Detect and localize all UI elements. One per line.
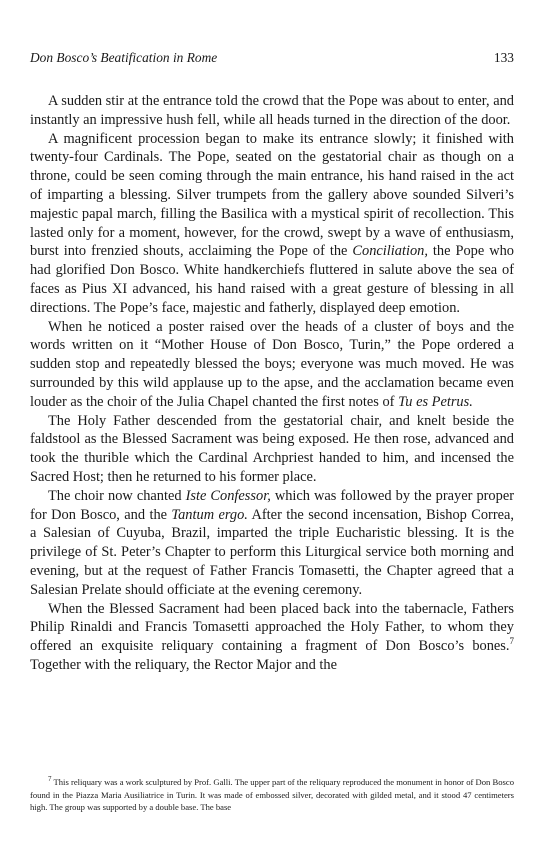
paragraph-3: [30, 318, 514, 412]
footnote-reference[interactable]: 7: [509, 636, 514, 647]
footnote: [30, 776, 514, 814]
footnote-text: This reliquary was a work sculptured by Prof. Galli. The upper part of the reliquary reproduced the monument in honor of Don Bosco found in the Piazza Maria Ausiliatrice in Turin. It was made of embossed silver, decorated with gilded metal, and it stood 47 centimeters high. The group was supported by a double base. The base: [30, 777, 514, 813]
paragraph-text: The Holy Father descended from the gestatorial chair, and knelt beside the faldstool as the Blessed Sacrament was being exposed. He then rose, advanced and took the thurible which the Cardinal Archpriest handed to him, and incensed the Sacred Host; then he returned to his former place.: [30, 412, 514, 485]
italic-term: Tu es Petrus.: [398, 393, 473, 410]
paragraph-text: When the Blessed Sacrament had been placed back into the tabernacle, Fathers Philip Rinaldi and Francis Tomasetti approached the Holy Father, to whom they offered an exquisite reliquary containing a fragment of Don Bosco’s bones.: [30, 600, 514, 655]
paragraph-text: Together with the reliquary, the Rector Major and the: [30, 656, 337, 673]
running-header: [30, 50, 514, 66]
running-title: Don Bosco’s Beatification in Rome: [30, 50, 218, 65]
italic-term: Iste Confessor,: [185, 487, 271, 504]
paragraph-text: After the second incensation, Bishop Correa, a Salesian of Cuyuba, Brazil, imparted the triple Eucharistic blessing. It is the privilege of St. Peter’s Chapter to perform this Liturgical service both morning and evening, but at the request of Father Francis Tomasetti, the Chapter agreed that a Salesian Prelate should officiate at the evening ceremony.: [30, 506, 514, 598]
paragraph-4: [30, 412, 514, 487]
italic-term: Tantum ergo.: [171, 506, 248, 523]
paragraph-text: A magnificent procession began to make its entrance slowly; it finished with twenty-four Cardinals. The Pope, seated on the gestatorial chair as though on a throne, could be seen coming through the main entrance, his hand raised in the act of imparting a blessing. Silver trumpets from the gallery above sounded Silveri’s majestic papal march, filling the Basilica with a mystical spirit of recollection. This lasted only for a moment, however, for the crowd, swept by a wave of enthusiasm, burst into frenzied shouts, acclaiming the Pope of the: [30, 130, 514, 260]
footnote-paragraph: [30, 776, 514, 814]
paragraph-2: [30, 130, 514, 318]
paragraph-text: the Pope who had glorified Don Bosco. White handkerchiefs fluttered in salute above the sea of faces as Pius XI advanced, his hand raised with a great gesture of blessing in all directions. The Pope’s face, majestic and fatherly, displayed deep emotion.: [30, 243, 514, 316]
paragraph-text: The choir now chanted: [48, 487, 186, 504]
page-number: 133: [493, 50, 514, 65]
paragraph-text: A sudden stir at the entrance told the crowd that the Pope was about to enter, and instantly an impressive hush fell, while all heads turned in the direction of the door.: [30, 93, 514, 128]
paragraph-text: When he noticed a poster raised over the heads of a cluster of boys and the words written on it “Mother House of Don Bosco, Turin,” the Pope ordered a sudden stop and repeatedly blessed the boys; everyone was much moved. He was surrounded by this wild applause up to the apse, and the acclamation became even louder as the choir of the Julia Chapel chanted the first notes of: [30, 318, 514, 410]
paragraph-1: [30, 92, 514, 130]
paragraph-text: which was followed by the prayer proper for Don Bosco, and the: [30, 487, 514, 523]
footnote-marker: 7: [48, 775, 52, 784]
paragraph-6: [30, 600, 514, 675]
italic-term: Conciliation,: [352, 243, 428, 260]
body-text: [30, 92, 514, 675]
paragraph-5: [30, 487, 514, 600]
